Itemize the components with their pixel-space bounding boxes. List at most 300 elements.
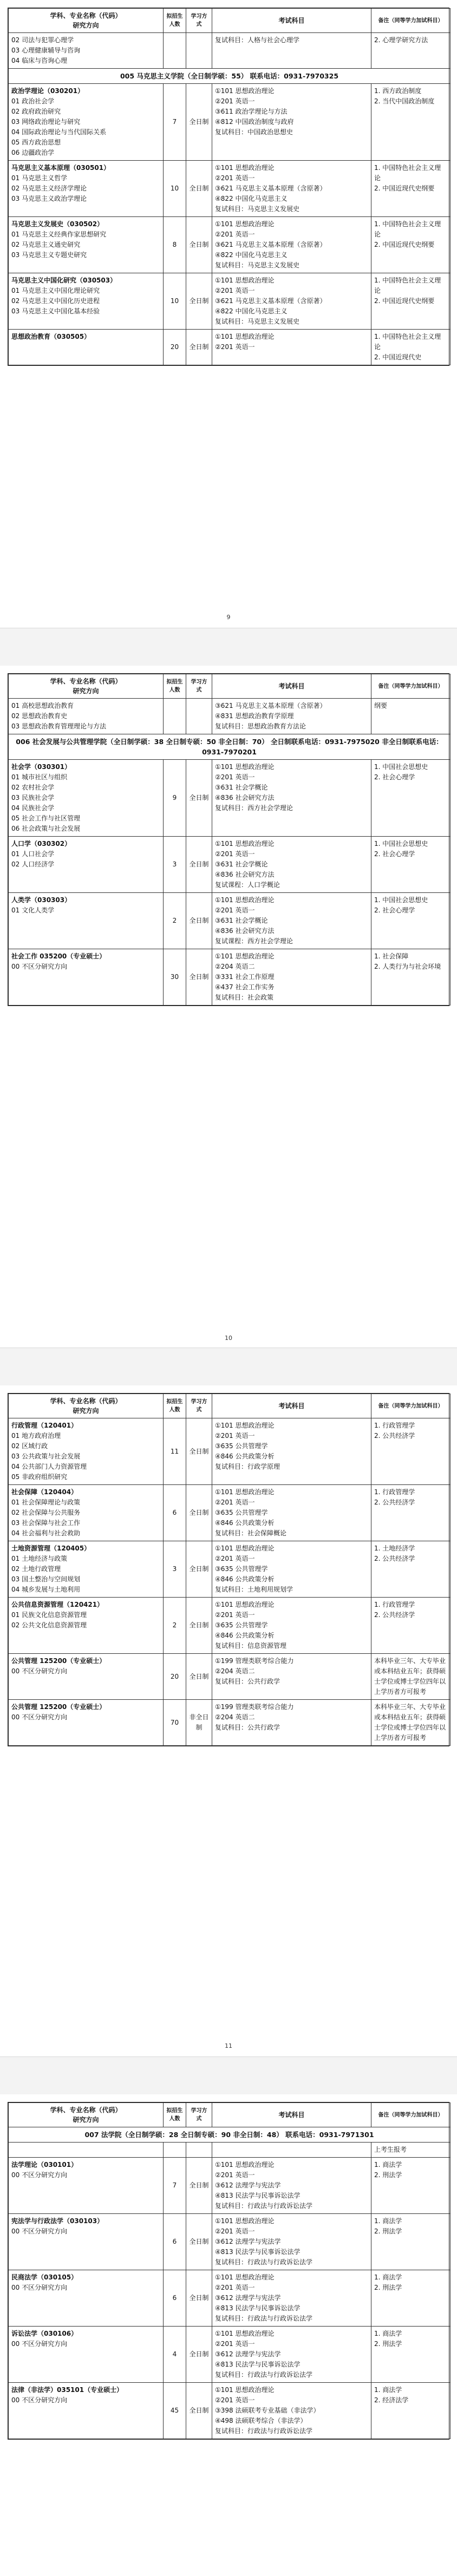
study-mode: 全日制 <box>186 217 212 273</box>
study-mode: 非全日制 <box>186 1700 212 1746</box>
exam-subject: ①101 思想政治理论 <box>215 840 275 847</box>
exam-subject: ③635 公共管理学 <box>215 1621 268 1629</box>
header-exam: 考试科目 <box>212 9 371 33</box>
enroll-count: 9 <box>164 760 186 837</box>
department-row <box>9 69 451 84</box>
research-direction: 05 西方政治思想 <box>11 139 61 146</box>
exam-subject: 复试科目：行政法与行政诉讼法学 <box>215 2202 313 2210</box>
exam-subject: ②201 英语一 <box>215 906 255 914</box>
research-direction: 01 高校思想政治教育 <box>11 702 74 709</box>
exam-subject: ①199 管理类联考综合能力 <box>215 1703 294 1711</box>
exam-subject: ①101 思想政治理论 <box>215 1601 275 1608</box>
exam-subjects <box>212 161 371 217</box>
page-sections <box>9 2127 451 2439</box>
major-name: 人口学（030302） <box>11 840 71 847</box>
research-direction: 05 社会工作与社区管理 <box>11 814 81 822</box>
exam-subjects <box>212 1541 371 1598</box>
enroll-count: 70 <box>164 1700 186 1746</box>
exam-subject: ①101 思想政治理论 <box>215 896 275 904</box>
exam-subjects <box>212 330 371 365</box>
extra-exam-note <box>371 161 451 217</box>
research-direction: 02 公共文化信息资源管理 <box>11 1621 87 1629</box>
extra-exam-note <box>371 273 451 330</box>
research-direction: 00 不区分研究方向 <box>11 1667 68 1675</box>
research-direction: 03 民族社会学 <box>11 794 55 801</box>
table-row <box>9 1654 451 1700</box>
exam-subject: ②201 英语一 <box>215 231 255 238</box>
note-line: 2. 刑法学 <box>374 2284 402 2291</box>
note-line: 2. 刑法学 <box>374 2227 402 2235</box>
header-major: 学科、专业名称（代码） 研究方向 <box>9 9 164 33</box>
exam-subject: 复试科目：人格与社会心理学 <box>215 36 300 44</box>
exam-subject: ④836 社会研究方法 <box>215 927 275 935</box>
table-row <box>9 217 451 273</box>
header-mode: 学习方式 <box>186 9 212 33</box>
major-name: 诉讼法学（030106） <box>11 2330 78 2337</box>
research-direction: 02 政府政治研究 <box>11 108 61 115</box>
study-mode: 全日制 <box>186 2214 212 2270</box>
exam-subject: ②201 英语一 <box>215 2396 255 2404</box>
header-major: 学科、专业名称（代码） 研究方向 <box>9 2103 164 2127</box>
major-name: 政治学理论（030201） <box>11 87 84 95</box>
major-cell <box>9 84 164 161</box>
major-name: 宪法学与行政法学（030103） <box>11 2217 104 2225</box>
exam-subject: ③631 社会学概论 <box>215 860 268 868</box>
exam-subject: ④836 社会研究方法 <box>215 871 275 878</box>
major-cell <box>9 2383 164 2439</box>
extra-exam-note <box>371 330 451 365</box>
exam-subject: ④846 公共政策分析 <box>215 1453 275 1460</box>
research-direction: 02 马克思主义中国化历史进程 <box>11 297 100 305</box>
study-mode: 全日制 <box>186 837 212 893</box>
exam-subject: ①101 思想政治理论 <box>215 952 275 960</box>
exam-subjects <box>212 2143 371 2158</box>
exam-subject: 复试课程：人口学概论 <box>215 881 280 889</box>
admission-table <box>8 1394 451 1746</box>
note-line: 1. 社会保障 <box>374 952 409 960</box>
exam-subject: 复试科目：公共行政学 <box>215 1724 280 1731</box>
exam-subject: ②201 英语一 <box>215 1555 255 1562</box>
table-row <box>9 699 451 734</box>
exam-subject: ③612 法理学与宪法学 <box>215 2350 281 2358</box>
enroll-count: 30 <box>164 949 186 1006</box>
note-line: 2. 公共经济学 <box>374 1555 415 1562</box>
exam-subjects <box>212 949 371 1006</box>
research-direction: 02 马克思主义通史研究 <box>11 241 81 248</box>
note-line: 2. 社会心理学 <box>374 773 415 781</box>
research-direction: 00 不区分研究方向 <box>11 2284 68 2291</box>
extra-exam-note <box>371 84 451 161</box>
header-major: 学科、专业名称（代码） 研究方向 <box>9 674 164 699</box>
exam-subject: 复试科目：中国政治思想史 <box>215 128 293 136</box>
major-name: 法学理论（030101） <box>11 2161 78 2168</box>
table-row <box>9 2327 451 2383</box>
header-exam: 考试科目 <box>212 674 371 699</box>
study-mode: 全日制 <box>186 1541 212 1598</box>
major-name: 法律（非法学）035101（专业硕士） <box>11 2386 123 2394</box>
table-row <box>9 837 451 893</box>
study-mode: 全日制 <box>186 2383 212 2439</box>
exam-subject: 复试科目：行政法与行政诉讼法学 <box>215 2427 313 2435</box>
exam-subject: 复试科目：公共行政学 <box>215 1678 280 1685</box>
major-name: 马克思主义发展史（030502） <box>11 220 104 228</box>
research-direction: 01 社会保障理论与政策 <box>11 1499 81 1506</box>
table-sheet <box>8 1393 449 1746</box>
note-line: 1. 商法学 <box>374 2330 402 2337</box>
research-direction: 04 社会福利与社会救助 <box>11 1529 81 1537</box>
exam-subject: ①101 思想政治理论 <box>215 277 275 284</box>
major-cell <box>9 760 164 837</box>
exam-subject: 复试科目：马克思主义发展史 <box>215 205 300 213</box>
exam-subject: ③635 公共管理学 <box>215 1565 268 1573</box>
department-title: 005 马克思主义学院（全日制学硕：55） 联系电话：0931-7970325 <box>9 69 451 84</box>
exam-subject: ②201 英语一 <box>215 1432 255 1440</box>
research-direction: 02 区域行政 <box>11 1442 48 1450</box>
header-enroll: 拟招生人数 <box>164 1394 186 1418</box>
exam-subject: ②201 英语一 <box>215 2284 255 2291</box>
research-direction: 06 社会政策与社会发展 <box>11 825 81 832</box>
research-direction: 03 公共政策与社会发展 <box>11 1453 81 1460</box>
extra-exam-note <box>371 2327 451 2383</box>
research-direction: 00 不区分研究方向 <box>11 963 68 970</box>
extra-exam-note <box>371 1541 451 1598</box>
page-number: 11 <box>225 2042 232 2049</box>
exam-subject: ①101 思想政治理论 <box>215 220 275 228</box>
exam-subject: ②204 英语二 <box>215 1667 255 1675</box>
page-9 <box>0 0 457 628</box>
major-name: 公共管理 125200（专业硕士） <box>11 1657 106 1665</box>
note-line: 2. 公共经济学 <box>374 1432 415 1440</box>
research-direction: 01 政治社会学 <box>11 97 55 105</box>
exam-subject: ③621 马克思主义基本原理（含原著） <box>215 241 327 248</box>
exam-subject: ③621 马克思主义基本原理（含原著） <box>215 702 327 709</box>
exam-subject: ②204 英语二 <box>215 1713 255 1721</box>
note-line: 本科毕业三年、大专毕业或本科结业五年；获得硕士学位或博士学位四年以上学历者方可报考 <box>374 1657 446 1696</box>
table-sheet <box>8 2102 449 2440</box>
table-row <box>9 330 451 365</box>
table-header-row <box>9 9 451 33</box>
table-sheet <box>8 8 449 366</box>
research-direction: 02 思想政治教育史 <box>11 712 68 720</box>
note-line: 2. 中国近现代史 <box>374 353 422 361</box>
study-mode: 全日制 <box>186 330 212 365</box>
research-direction: 01 人口社会学 <box>11 850 55 858</box>
research-direction: 00 不区分研究方向 <box>11 2340 68 2348</box>
note-line: 1. 商法学 <box>374 2161 402 2168</box>
exam-subject: ④813 民法学与民事诉讼法学 <box>215 2248 301 2256</box>
table-row <box>9 1700 451 1746</box>
exam-subject: 复试科目：马克思主义发展史 <box>215 318 300 325</box>
major-name: 社会工作 035200（专业硕士） <box>11 952 106 960</box>
exam-subject: ①101 思想政治理论 <box>215 2273 275 2281</box>
enroll-count <box>164 33 186 69</box>
table-row <box>9 1541 451 1598</box>
study-mode: 全日制 <box>186 1418 212 1485</box>
research-direction: 03 马克思主义政治学理论 <box>11 195 87 202</box>
research-direction: 02 社会保障与公共服务 <box>11 1509 81 1516</box>
extra-exam-note <box>371 217 451 273</box>
study-mode: 全日制 <box>186 1485 212 1541</box>
exam-subject: 复试科目：行政法与行政诉讼法学 <box>215 2258 313 2266</box>
research-direction: 01 城市社区与组织 <box>11 773 68 781</box>
note-line: 1. 商法学 <box>374 2217 402 2225</box>
note-line: 1. 行政管理学 <box>374 1422 415 1429</box>
exam-subject: ①101 思想政治理论 <box>215 1488 275 1496</box>
exam-subjects <box>212 2158 371 2214</box>
note-line: 2. 人类行为与社会环境 <box>374 963 441 970</box>
header-enroll: 拟招生人数 <box>164 674 186 699</box>
note-line: 2. 刑法学 <box>374 2171 402 2179</box>
department-row <box>9 734 451 760</box>
exam-subject: ②201 英语一 <box>215 850 255 858</box>
enroll-count: 7 <box>164 2158 186 2214</box>
note-line: 2. 中国近现代史纲要 <box>374 185 435 192</box>
exam-subject: 复试科目：社会保障概论 <box>215 1529 287 1537</box>
table-row <box>9 2214 451 2270</box>
study-mode <box>186 2143 212 2158</box>
exam-subjects <box>212 1654 371 1700</box>
research-direction: 03 国土整治与空间规划 <box>11 1575 81 1583</box>
note-line: 1. 中国社会思想史 <box>374 763 428 771</box>
table-row <box>9 2383 451 2439</box>
exam-subjects <box>212 1485 371 1541</box>
table-row <box>9 1598 451 1654</box>
exam-subject: ③635 公共管理学 <box>215 1509 268 1516</box>
extra-exam-note <box>371 1654 451 1700</box>
exam-subject: ③612 法理学与宪法学 <box>215 2181 281 2189</box>
extra-exam-note <box>371 2158 451 2214</box>
major-name: 人类学（030303） <box>11 896 71 904</box>
table-row <box>9 161 451 217</box>
major-cell <box>9 330 164 365</box>
table-row <box>9 273 451 330</box>
exam-subject: ①199 管理类联考综合能力 <box>215 1657 294 1665</box>
major-cell <box>9 161 164 217</box>
research-direction: 01 民族文化信息资源管理 <box>11 1611 87 1619</box>
exam-subject: 复试课程：西方社会学理论 <box>215 937 293 945</box>
exam-subject: ①101 思想政治理论 <box>215 2217 275 2225</box>
note-line: 1. 行政管理学 <box>374 1601 415 1608</box>
table-row <box>9 2270 451 2327</box>
major-cell <box>9 699 164 734</box>
study-mode: 全日制 <box>186 1598 212 1654</box>
exam-subject: ②201 英语一 <box>215 2171 255 2179</box>
exam-subjects <box>212 1598 371 1654</box>
exam-subject: ④836 社会研究方法 <box>215 794 275 801</box>
exam-subject: ①101 思想政治理论 <box>215 2386 275 2394</box>
exam-subject: ③611 政治学理论与方法 <box>215 108 288 115</box>
header-enroll: 拟招生人数 <box>164 9 186 33</box>
note-line: 1. 商法学 <box>374 2386 402 2394</box>
major-name: 马克思主义中国化研究（030503） <box>11 277 117 284</box>
note-line: 2. 中国近现代史纲要 <box>374 297 435 305</box>
exam-subject: ④498 法硕联考综合（非法学） <box>215 2417 307 2424</box>
note-line: 2. 心理学研究方法 <box>374 36 428 44</box>
exam-subject: ③621 马克思主义基本原理（含原著） <box>215 297 327 305</box>
table-row <box>9 893 451 949</box>
exam-subject: ③331 社会工作原理 <box>215 973 275 981</box>
major-cell <box>9 1541 164 1598</box>
major-cell <box>9 1485 164 1541</box>
research-direction: 02 土地行政管理 <box>11 1565 61 1573</box>
major-name: 土地资源管理（120405） <box>11 1545 91 1552</box>
extra-exam-note <box>371 1598 451 1654</box>
exam-subject: ①101 思想政治理论 <box>215 763 275 771</box>
exam-subject: ③612 法理学与宪法学 <box>215 2294 281 2302</box>
note-line: 1. 土地经济学 <box>374 1545 415 1552</box>
page-number: 9 <box>226 614 231 621</box>
exam-subject: 复试科目：西方社会学理论 <box>215 804 293 812</box>
exam-subject: ②201 英语一 <box>215 2340 255 2348</box>
exam-subjects <box>212 217 371 273</box>
major-cell <box>9 2214 164 2270</box>
extra-exam-note <box>371 837 451 893</box>
header-enroll: 拟招生人数 <box>164 2103 186 2127</box>
research-direction: 03 社会保障与社会工作 <box>11 1519 81 1527</box>
exam-subject: ②201 英语一 <box>215 1611 255 1619</box>
enroll-count: 45 <box>164 2383 186 2439</box>
enroll-count: 6 <box>164 2270 186 2327</box>
exam-subject: 复试科目：土地利用规划学 <box>215 1586 293 1593</box>
header-note: 备注（同等学力加试科目） <box>371 674 451 699</box>
research-direction: 00 不区分研究方向 <box>11 1713 68 1721</box>
table-row <box>9 33 451 69</box>
extra-exam-note <box>371 1485 451 1541</box>
major-name: 思想政治教育（030505） <box>11 333 91 340</box>
enroll-count: 20 <box>164 330 186 365</box>
note-line: 1. 中国特色社会主义理论 <box>374 277 441 294</box>
page-gap <box>0 2056 457 2095</box>
extra-exam-note <box>371 2270 451 2327</box>
exam-subject: 复试科目：行政法与行政诉讼法学 <box>215 2371 313 2378</box>
study-mode <box>186 699 212 734</box>
exam-subject: ①101 思想政治理论 <box>215 2161 275 2168</box>
major-name: 社会学（030301） <box>11 763 71 771</box>
research-direction: 01 马克思主义哲学 <box>11 174 68 182</box>
major-cell <box>9 2327 164 2383</box>
exam-subject: ②201 英语一 <box>215 2227 255 2235</box>
study-mode: 全日制 <box>186 2327 212 2383</box>
extra-exam-note <box>371 33 451 69</box>
research-direction: 03 心理健康辅导与咨询 <box>11 47 81 54</box>
note-line: 2. 刑法学 <box>374 2340 402 2348</box>
exam-subjects <box>212 837 371 893</box>
enroll-count: 20 <box>164 1654 186 1700</box>
exam-subjects <box>212 273 371 330</box>
table-sheet <box>8 673 449 1006</box>
research-direction: 02 农村社会学 <box>11 784 55 791</box>
research-direction: 00 不区分研究方向 <box>11 2227 68 2235</box>
research-direction: 03 思想政治教育管理理论与方法 <box>11 722 107 730</box>
exam-subject: ④812 中国政治制度与政府 <box>215 118 294 126</box>
research-direction: 04 临床与咨询心理 <box>11 57 68 64</box>
page-sections <box>9 33 451 365</box>
major-name: 行政管理（120401） <box>11 1422 78 1429</box>
exam-subject: ③635 公共管理学 <box>215 1442 268 1450</box>
exam-subject: ③612 法理学与宪法学 <box>215 2238 281 2245</box>
exam-subject: ②201 英语一 <box>215 174 255 182</box>
header-note: 备注（同等学力加试科目） <box>371 2103 451 2127</box>
exam-subjects <box>212 33 371 69</box>
enroll-count: 6 <box>164 2214 186 2270</box>
page-sections <box>9 1418 451 1746</box>
admission-table <box>8 8 451 365</box>
research-direction: 05 非政府组织研究 <box>11 1473 68 1481</box>
study-mode: 全日制 <box>186 760 212 837</box>
note-line: 上考生报考 <box>374 2146 407 2153</box>
admission-table <box>8 674 451 1006</box>
major-cell <box>9 1654 164 1700</box>
note-line: 1. 中国特色社会主义理论 <box>374 164 441 182</box>
research-direction: 02 人口经济学 <box>11 860 55 868</box>
header-mode: 学习方式 <box>186 674 212 699</box>
research-direction: 02 司法与犯罪心理学 <box>11 36 74 44</box>
exam-subject: ①101 思想政治理论 <box>215 2330 275 2337</box>
enroll-count <box>164 2143 186 2158</box>
table-row <box>9 949 451 1006</box>
major-cell <box>9 217 164 273</box>
exam-subject: 复试科目：行政法与行政诉讼法学 <box>215 2315 313 2322</box>
major-cell <box>9 33 164 69</box>
table-row <box>9 2143 451 2158</box>
exam-subject: 复试科目：行政学原理 <box>215 1463 280 1470</box>
exam-subjects <box>212 84 371 161</box>
exam-subjects <box>212 1700 371 1746</box>
note-line: 2. 公共经济学 <box>374 1611 415 1619</box>
extra-exam-note <box>371 2214 451 2270</box>
page-sections <box>9 699 451 1006</box>
note-line: 1. 中国特色社会主义理论 <box>374 333 441 351</box>
exam-subjects <box>212 699 371 734</box>
exam-subject: ④437 社会工作实务 <box>215 983 275 991</box>
exam-subject: 复试科目：马克思主义发展史 <box>215 261 300 269</box>
exam-subject: ④822 中国化马克思主义 <box>215 251 288 259</box>
exam-subjects <box>212 2383 371 2439</box>
note-line: 2. 经济法学 <box>374 2396 409 2404</box>
table-header-row <box>9 2103 451 2127</box>
research-direction: 01 马克思主义经典作家思想研究 <box>11 231 107 238</box>
major-cell <box>9 1700 164 1746</box>
exam-subject: ④822 中国化马克思主义 <box>215 307 288 315</box>
note-line: 1. 商法学 <box>374 2273 402 2281</box>
study-mode: 全日制 <box>186 949 212 1006</box>
table-header-row <box>9 674 451 699</box>
extra-exam-note <box>371 760 451 837</box>
exam-subjects <box>212 2327 371 2383</box>
exam-subject: ②201 英语一 <box>215 773 255 781</box>
major-cell <box>9 893 164 949</box>
enroll-count: 11 <box>164 1418 186 1485</box>
admission-table <box>8 2102 451 2439</box>
exam-subject: ④822 中国化马克思主义 <box>215 195 288 202</box>
note-line: 本科毕业三年、大专毕业或本科结业五年；获得硕士学位或博士学位四年以上学历者方可报考 <box>374 1703 446 1742</box>
research-direction: 02 马克思主义经济学理论 <box>11 185 87 192</box>
research-direction: 01 地方政府治理 <box>11 1432 61 1440</box>
study-mode: 全日制 <box>186 84 212 161</box>
enroll-count: 10 <box>164 161 186 217</box>
exam-subjects <box>212 893 371 949</box>
major-cell <box>9 837 164 893</box>
study-mode: 全日制 <box>186 2158 212 2214</box>
table-header-row <box>9 1394 451 1418</box>
study-mode: 全日制 <box>186 893 212 949</box>
table-row <box>9 1418 451 1485</box>
header-note: 备注（同等学力加试科目） <box>371 1394 451 1418</box>
major-name: 公共管理 125200（专业硕士） <box>11 1703 106 1711</box>
table-row <box>9 84 451 161</box>
page-11 <box>0 1385 457 2056</box>
extra-exam-note <box>371 949 451 1006</box>
